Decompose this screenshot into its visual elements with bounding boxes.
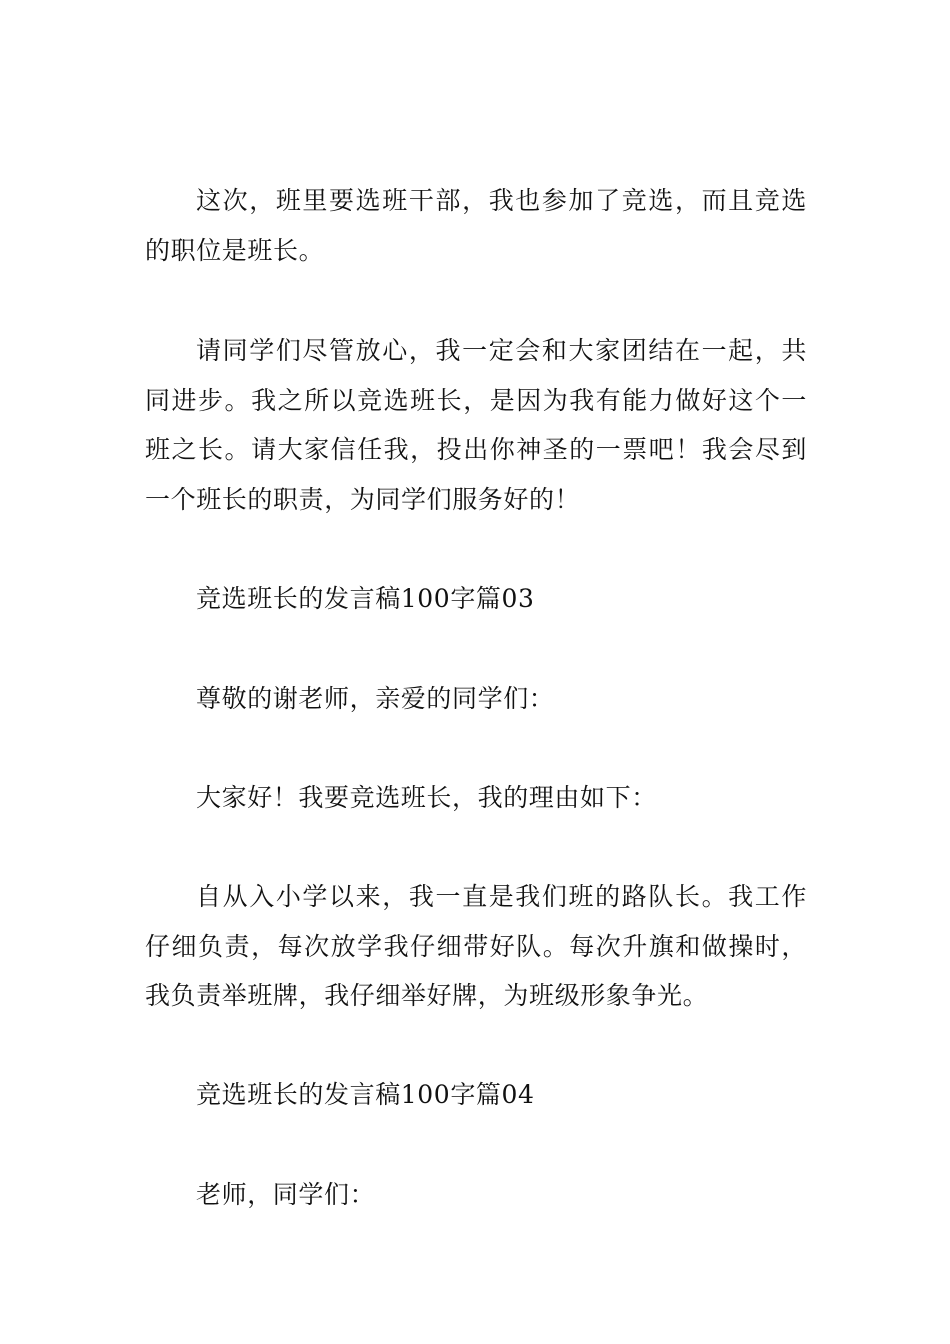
paragraph-pledge: 请同学们尽管放心，我一定会和大家团结在一起，共同进步。我之所以竞选班长，是因为我有能力做好这个一班之长。请大家信任我，投出你神圣的一票吧！我会尽到一个班长的职责，为同学们服务好的！: [145, 336, 807, 514]
paragraph-intro: 这次，班里要选班干部，我也参加了竞选，而且竞选的职位是班长。: [145, 186, 807, 265]
salutation: 尊敬的谢老师，亲爱的同学们：: [196, 684, 555, 713]
salutation-2: 老师，同学们：: [196, 1180, 376, 1209]
greeting: 大家好！我要竞选班长，我的理由如下：: [196, 783, 657, 812]
section-heading-04: 竞选班长的发言稿100字篇04: [196, 1080, 535, 1109]
paragraph-reasons: 自从入小学以来，我一直是我们班的路队长。我工作仔细负责，每次放学我仔细带好队。每次升旗和做操时，我负责举班牌，我仔细举好牌，为班级形象争光。: [145, 882, 807, 1010]
section-heading-03: 竞选班长的发言稿100字篇03: [196, 584, 535, 613]
